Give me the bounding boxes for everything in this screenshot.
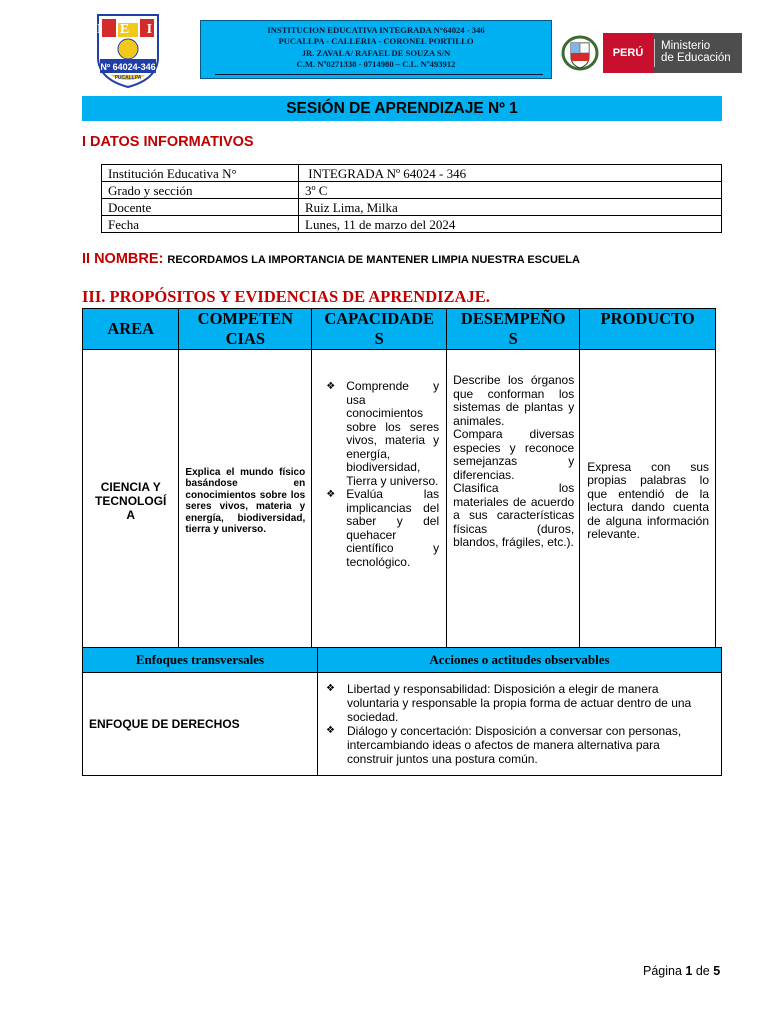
list-item: ❖ Diálogo y concertación: Disposición a conversar con personas, intercambiando ideas o afectos de manera alternativa para construir juntos una postura común. xyxy=(326,724,707,766)
logo-initials: I E I xyxy=(96,22,160,37)
ministry-name-line2: de Educación xyxy=(661,52,731,64)
info-key: Institución Educativa N° xyxy=(102,165,299,182)
coat-of-arms-icon xyxy=(561,35,599,71)
desempeno-item: Describe los órganos que conforman los sistemas de plantas y animales. xyxy=(453,373,575,428)
header-line-4: C.M. Nº0271338 - 0714980 – C.L. Nº493912 xyxy=(296,59,456,69)
header-capacidades-line2: S xyxy=(374,329,384,348)
purposes-table xyxy=(82,308,716,653)
ministry-separator xyxy=(654,39,655,67)
info-row xyxy=(102,216,722,233)
school-logo xyxy=(94,13,162,89)
purposes-header-row xyxy=(83,309,716,350)
enfoques-header-right: Acciones o actitudes observables xyxy=(318,648,722,673)
header-rule xyxy=(215,74,543,75)
info-key: Grado y sección xyxy=(102,182,299,199)
info-row xyxy=(102,165,722,182)
info-row xyxy=(102,199,722,216)
list-item: ❖ Libertad y responsabilidad: Disposición a elegir de manera voluntaria y responsable la propia forma de actuar dentro de una sociedad. xyxy=(326,682,707,724)
header-area: AREA xyxy=(83,309,179,350)
section-2 xyxy=(82,251,580,267)
info-key: Fecha xyxy=(102,216,299,233)
desempeno-item: Clasifica los materiales de acuerdo a sus características físicas (duros, blandos, frágiles, etc.). xyxy=(453,481,575,549)
enfoques-table xyxy=(82,647,722,776)
competencia-cell: Explica el mundo físico basándose en conocimientos sobre los seres vivos, materia y energía, biodiversidad, tierra y universo. xyxy=(179,350,312,653)
info-row xyxy=(102,182,722,199)
area-line3: A xyxy=(126,508,136,522)
header-desempenos-line1: DESEMPEÑO xyxy=(460,309,566,328)
header-capacidades-line1: CAPACIDADE xyxy=(324,309,435,328)
enfoques-body-row xyxy=(83,673,722,776)
area-line1: CIENCIA Y xyxy=(100,480,161,494)
footer-page: 1 xyxy=(685,964,693,978)
info-value: INTEGRADA Nº 64024 - 346 xyxy=(299,165,722,182)
header-competencias-line2: CIAS xyxy=(225,329,266,348)
peru-label: PERÚ xyxy=(603,33,653,73)
info-value: Ruiz Lima, Milka xyxy=(299,199,722,216)
logo-place: PUCALLPA xyxy=(114,75,142,81)
area-cell xyxy=(83,350,179,653)
footer-middle: de xyxy=(692,964,714,978)
header-competencias xyxy=(179,309,312,350)
header-line-1: INSTITUCION EDUCATIVA INTEGRADA N°64024 - 346 xyxy=(267,25,485,35)
session-title: SESIÓN DE APRENDIZAJE Nº 1 xyxy=(82,96,722,121)
purposes-body-row xyxy=(83,350,716,653)
info-table xyxy=(101,164,722,233)
producto-cell: Expresa con sus propias palabras lo que entendió de la lectura dando cuenta de alguna información relevante. xyxy=(580,350,716,653)
enfoques-header-row xyxy=(83,648,722,673)
enfoque-name: ENFOQUE DE DERECHOS xyxy=(83,673,318,776)
institution-header xyxy=(200,20,552,79)
list-item: ❖ Evalúa las implicancias del saber y del quehacer científico y tecnológico. xyxy=(326,488,439,569)
enfoques-header-left: Enfoques transversales xyxy=(83,648,318,673)
section-3-heading: III. PROPÓSITOS Y EVIDENCIAS DE APRENDIZAJE. xyxy=(82,287,490,306)
logo-number: Nº 64024-346 xyxy=(100,62,156,72)
footer-prefix: Página xyxy=(643,964,686,978)
header-producto: PRODUCTO xyxy=(580,309,716,350)
ministry-logo xyxy=(561,33,742,73)
section-2-value: RECORDAMOS LA IMPORTANCIA DE MANTENER LIMPIA NUESTRA ESCUELA xyxy=(167,254,580,266)
desempeno-item: Compara diversas especies y reconoce semejanzas y diferencias. xyxy=(453,427,575,482)
header-competencias-line1: COMPETEN xyxy=(197,309,293,328)
section-1-heading: I DATOS INFORMATIVOS xyxy=(82,134,254,150)
capacidades-cell xyxy=(312,350,447,653)
footer-total: 5 xyxy=(713,964,721,978)
enfoque-actions xyxy=(318,673,722,776)
ministry-name xyxy=(653,33,742,73)
page-footer xyxy=(643,964,720,978)
header-desempenos xyxy=(447,309,580,350)
ministry-name-line1: Ministerio xyxy=(661,40,711,52)
header-capacidades xyxy=(312,309,447,350)
header-line-2: PUCALLPA - CALLERIA - CORONEL PORTILLO xyxy=(278,36,474,46)
section-2-label: II NOMBRE: xyxy=(82,251,164,267)
area-line2: TECNOLOGÍ xyxy=(95,494,167,508)
header-line-3: JR. ZAVALA/ RAFAEL DE SOUZA S/N xyxy=(301,48,451,58)
capacidades-list xyxy=(312,350,446,569)
header-desempenos-line2: S xyxy=(508,329,518,348)
actions-list xyxy=(326,682,707,766)
desempenos-cell xyxy=(447,350,580,653)
info-value: Lunes, 11 de marzo del 2024 xyxy=(299,216,722,233)
list-item: ❖ Comprende y usa conocimientos sobre los seres vivos, materia y energía, biodiversidad, Tierra y universo. xyxy=(326,380,439,488)
info-key: Docente xyxy=(102,199,299,216)
info-value: 3º C xyxy=(299,182,722,199)
